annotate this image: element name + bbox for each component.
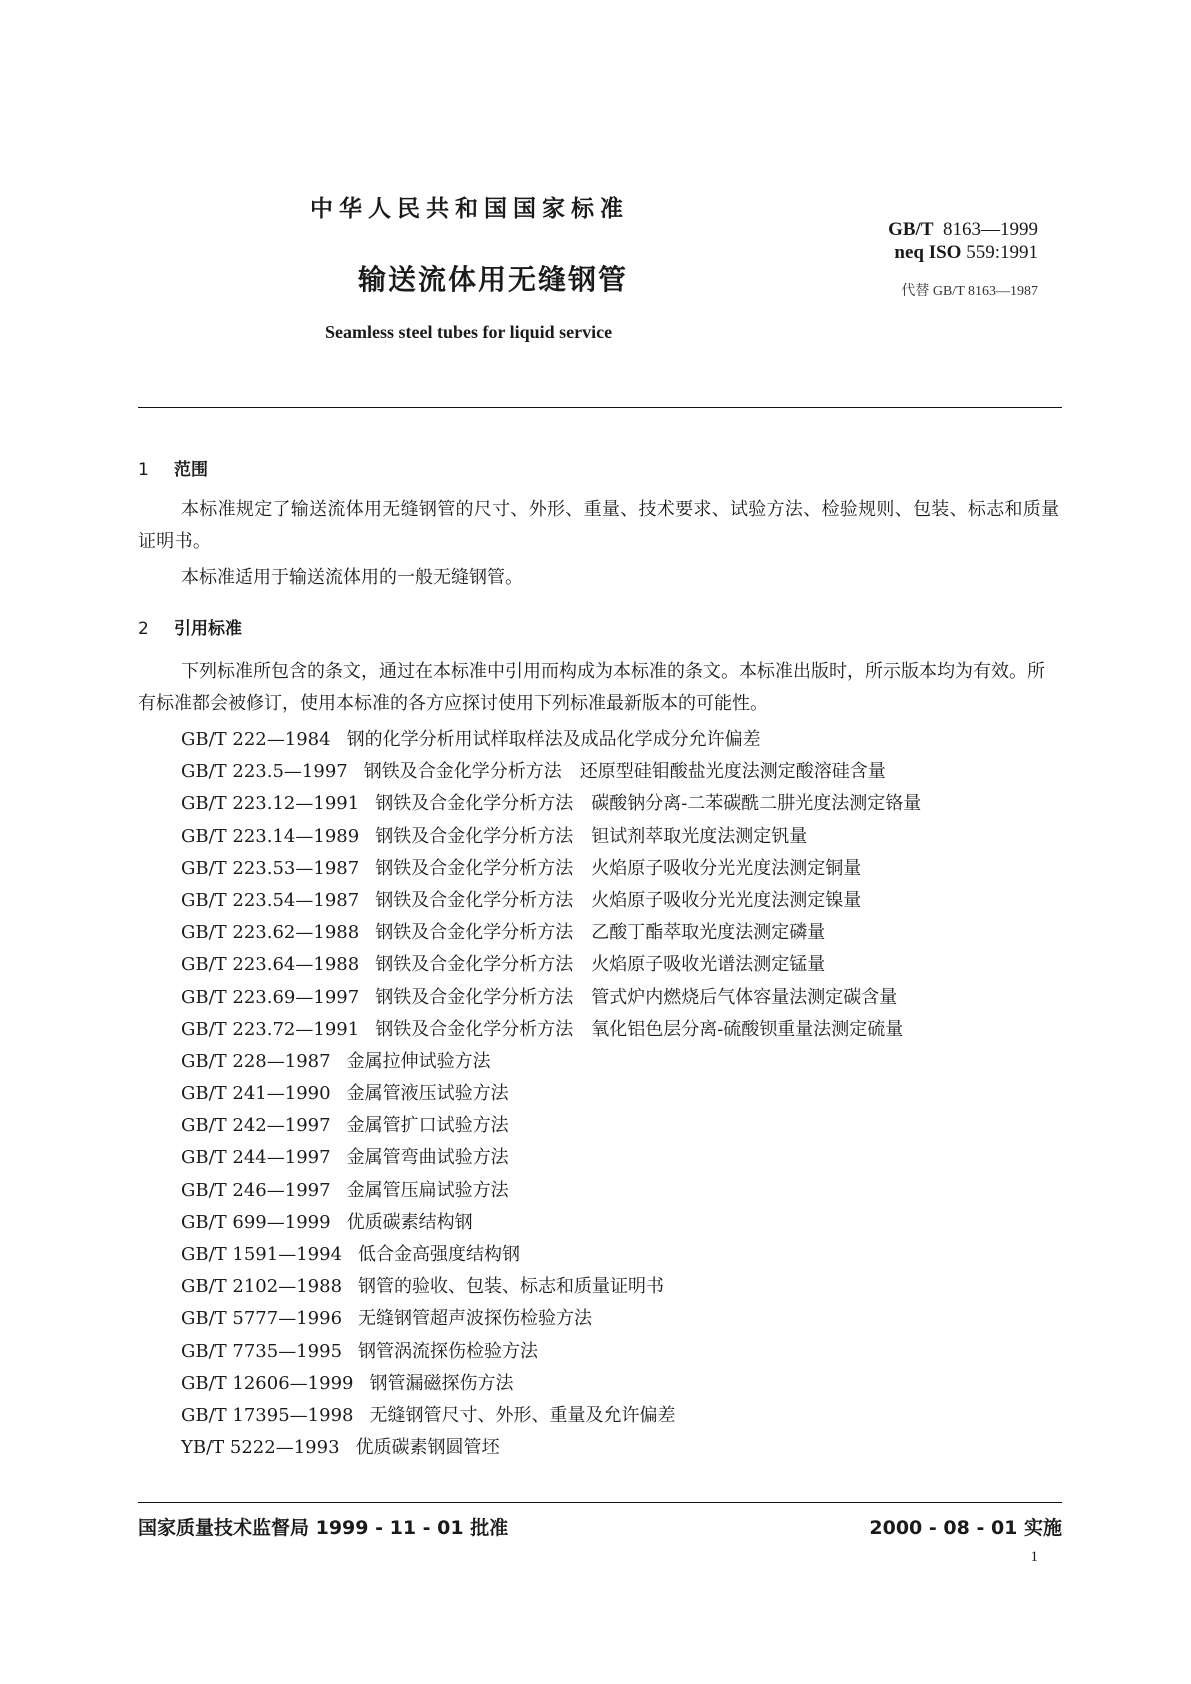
reference-code: GB/T 223.62—1988 (181, 922, 360, 944)
reference-item (181, 1368, 921, 1400)
reference-code: GB/T 7735—1995 (181, 1340, 343, 1362)
reference-code: GB/T 241—1990 (181, 1083, 331, 1105)
approval-date: 国家质量技术监督局 1999 - 11 - 01 批准 (138, 1517, 509, 1539)
reference-title: 金属管扩口试验方法 (346, 1115, 509, 1137)
reference-item (181, 788, 921, 820)
reference-title: 无缝钢管超声波探伤检验方法 (358, 1308, 593, 1330)
reference-item (181, 949, 921, 981)
reference-item (181, 821, 921, 853)
document-title-cn: 输送流体用无缝钢管 (358, 263, 629, 296)
reference-title: 金属管弯曲试验方法 (346, 1147, 509, 1169)
replaces-standard: 代替 GB/T 8163—1987 (901, 284, 1038, 299)
reference-title: 钢铁及合金化学分析方法 乙酸丁酯萃取光度法测定磷量 (375, 922, 826, 944)
reference-code: YB/T 5222—1993 (181, 1437, 340, 1459)
standard-code-number: 8163—1999 (943, 219, 1038, 240)
standard-code-block (888, 218, 1038, 264)
reference-code: GB/T 223.5—1997 (181, 761, 348, 783)
reference-code: GB/T 242—1997 (181, 1115, 331, 1137)
reference-list (181, 724, 921, 1464)
standard-code (888, 218, 1038, 241)
reference-code: GB/T 223.12—1991 (181, 793, 360, 815)
reference-item (181, 1142, 921, 1174)
header-divider (138, 407, 1062, 408)
reference-item (181, 1303, 921, 1335)
reference-title: 钢管漏磁探伤方法 (369, 1372, 514, 1394)
reference-code: GB/T 5777—1996 (181, 1308, 343, 1330)
reference-item (181, 1078, 921, 1110)
reference-code: GB/T 12606—1999 (181, 1372, 354, 1394)
reference-item (181, 853, 921, 885)
reference-title: 钢铁及合金化学分析方法 火焰原子吸收分光光度法测定镍量 (375, 889, 862, 911)
reference-code: GB/T 223.14—1989 (181, 825, 360, 847)
section-1-heading (138, 455, 208, 480)
reference-code: GB/T 223.53—1987 (181, 857, 360, 879)
reference-title: 优质碳素结构钢 (346, 1211, 473, 1233)
page-number: 1 (1030, 1549, 1038, 1565)
reference-title: 低合金高强度结构钢 (358, 1244, 521, 1265)
reference-title: 无缝钢管尺寸、外形、重量及允许偏差 (369, 1404, 676, 1426)
reference-code: GB/T 223.64—1988 (181, 954, 360, 976)
document-title-en: Seamless steel tubes for liquid service (325, 322, 613, 342)
reference-code: GB/T 246—1997 (181, 1179, 331, 1201)
reference-item (181, 885, 921, 917)
section-2-paragraph-1: 下列标准所包含的条文，通过在本标准中引用而构成为本标准的条文。本标准出版时，所示版本均为有效。所有标准都会被修订，使用本标准的各方应探讨使用下列标准最新版本的可能性。 (138, 661, 1045, 714)
national-standard-heading: 中华人民共和国国家标准 (310, 196, 629, 222)
iso-equivalence-prefix: neq ISO (894, 242, 962, 263)
reference-code: GB/T 228—1987 (181, 1050, 331, 1072)
effective-date: 2000 - 08 - 01 实施 (869, 1517, 1062, 1539)
reference-title: 钢铁及合金化学分析方法 火焰原子吸收分光光度法测定铜量 (375, 857, 862, 879)
reference-item (181, 1336, 921, 1368)
footer-divider (138, 1502, 1062, 1503)
reference-title: 金属拉伸试验方法 (346, 1050, 491, 1072)
reference-item (181, 1175, 921, 1207)
reference-code: GB/T 223.69—1997 (181, 986, 360, 1008)
section-1-number: 1 (138, 460, 149, 480)
reference-code: GB/T 244—1997 (181, 1147, 331, 1169)
reference-item (181, 1400, 921, 1432)
reference-title: 金属管压扁试验方法 (346, 1179, 509, 1201)
reference-item (181, 756, 921, 788)
reference-title: 钢管涡流探伤检验方法 (358, 1340, 539, 1362)
section-1-paragraph-2: 本标准适用于输送流体用的一般无缝钢管。 (181, 567, 523, 588)
reference-item (181, 1207, 921, 1239)
reference-title: 钢铁及合金化学分析方法 还原型硅钼酸盐光度法测定酸溶硅含量 (363, 761, 886, 783)
reference-item (181, 1239, 921, 1271)
reference-item (181, 1014, 921, 1046)
reference-title: 钢铁及合金化学分析方法 火焰原子吸收光谱法测定锰量 (375, 954, 826, 976)
reference-item (181, 1271, 921, 1303)
reference-item (181, 1046, 921, 1078)
reference-title: 优质碳素钢圆管坯 (355, 1437, 500, 1459)
reference-code: GB/T 1591—1994 (181, 1244, 343, 1265)
reference-item (181, 917, 921, 949)
section-2-heading (138, 614, 242, 639)
section-2-title: 引用标准 (174, 619, 242, 639)
reference-code: GB/T 223.72—1991 (181, 1018, 360, 1040)
reference-title: 钢铁及合金化学分析方法 碳酸钠分离-二苯碳酰二肼光度法测定铬量 (375, 793, 922, 815)
reference-code: GB/T 2102—1988 (181, 1276, 343, 1298)
reference-title: 钢铁及合金化学分析方法 氧化铝色层分离-硫酸钡重量法测定硫量 (375, 1018, 904, 1040)
iso-equivalence-number: 559:1991 (966, 242, 1038, 263)
reference-code: GB/T 222—1984 (181, 729, 331, 750)
iso-equivalence (888, 241, 1038, 264)
section-1-paragraph-1: 本标准规定了输送流体用无缝钢管的尺寸、外形、重量、技术要求、试验方法、检验规则、包装、标志和质量证明书。 (138, 499, 1060, 552)
reference-item (181, 1110, 921, 1142)
reference-item (181, 1432, 921, 1464)
reference-title: 钢管的验收、包装、标志和质量证明书 (358, 1276, 665, 1298)
standard-code-prefix: GB/T (888, 219, 934, 240)
reference-title: 钢的化学分析用试样取样法及成品化学成分允许偏差 (346, 729, 761, 750)
reference-code: GB/T 17395—1998 (181, 1404, 354, 1426)
reference-title: 钢铁及合金化学分析方法 钽试剂萃取光度法测定钒量 (375, 825, 808, 847)
reference-item (181, 724, 921, 756)
section-2-number: 2 (138, 619, 149, 639)
reference-code: GB/T 223.54—1987 (181, 889, 360, 911)
reference-code: GB/T 699—1999 (181, 1211, 331, 1233)
reference-item (181, 982, 921, 1014)
section-1-title: 范围 (174, 460, 208, 480)
reference-title: 钢铁及合金化学分析方法 管式炉内燃烧后气体容量法测定碳含量 (375, 986, 898, 1008)
reference-title: 金属管液压试验方法 (346, 1083, 509, 1105)
